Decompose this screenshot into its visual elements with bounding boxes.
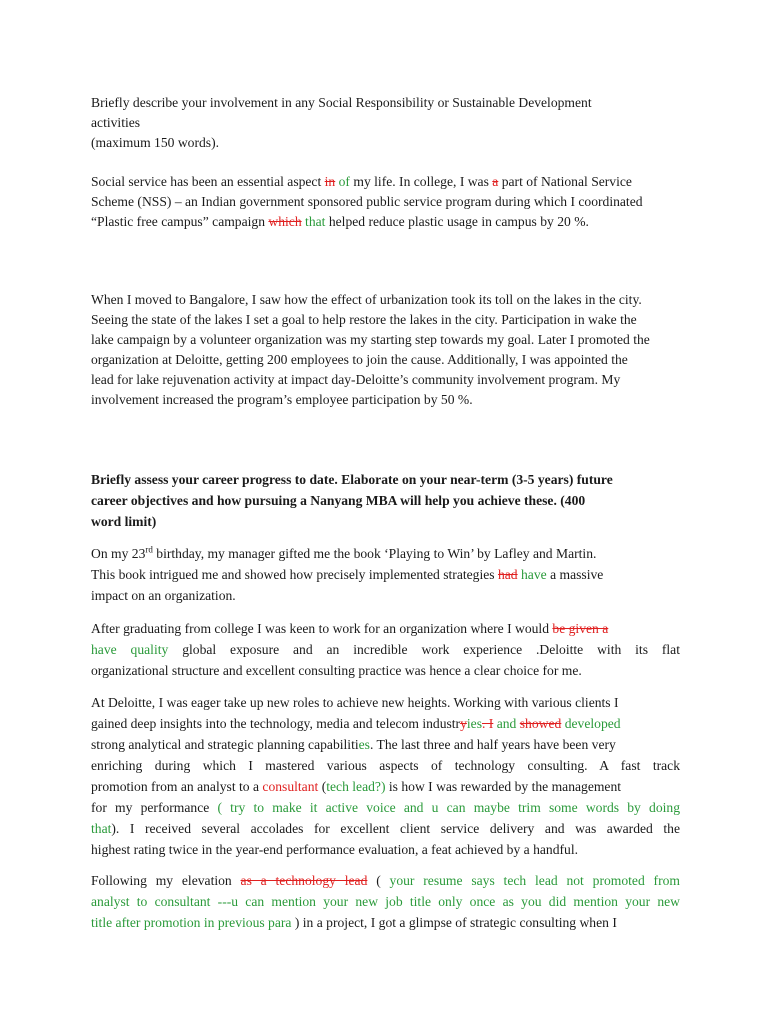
- prompt-line: career objectives and how pursuing a Nanyang MBA will help you achieve these. (400: [91, 493, 586, 508]
- answer-2-paragraph-2: [91, 618, 680, 681]
- comment-text: that: [91, 821, 112, 836]
- deleted-text: showed: [519, 716, 562, 731]
- answer-2-paragraph-4: [91, 870, 680, 933]
- paragraph-line: organization at Deloitte, getting 200 employees to join the cause. Additionally, I was appointed the: [91, 352, 628, 367]
- inserted-text: developed: [561, 716, 621, 731]
- inserted-text: that: [301, 214, 326, 229]
- deleted-text: a: [492, 174, 499, 189]
- answer-1-paragraph-1: [91, 172, 680, 232]
- deleted-text: had: [497, 567, 518, 582]
- paragraph-line: have quality global exposure and an incredible work experience .Deloitte with its flat: [91, 642, 680, 657]
- paragraph-line: that). I received several accolades for excellent client service delivery and was awarded the: [91, 821, 680, 836]
- paragraph-line: Scheme (NSS) – an Indian government sponsored public service program during which I coordinated: [91, 194, 643, 209]
- prompt-line: word limit): [91, 514, 157, 529]
- question-1-prompt: [91, 93, 680, 153]
- paragraph-line: title after promotion in previous para ) in a project, I got a glimpse of strategic consulting when I: [91, 915, 617, 930]
- paragraph-line: highest rating twice in the year-end performance evaluation, a feat achieved by a handful.: [91, 842, 578, 857]
- paragraph-line: strong analytical and strategic planning capabilities. The last three and half years have been very: [91, 737, 616, 752]
- paragraph-line: This book intrigued me and showed how precisely implemented strategies had have a massive: [91, 567, 604, 582]
- inserted-text: have quality: [91, 642, 169, 657]
- prompt-line: Briefly assess your career progress to date. Elaborate on your near-term (3-5 years) future: [91, 472, 613, 487]
- paragraph-line: lake campaign by a volunteer organization was my starting step towards my goal. Later I promoted the: [91, 332, 650, 347]
- inserted-text: have: [517, 567, 547, 582]
- prompt-line: Briefly describe your involvement in any Social Responsibility or Sustainable Development: [91, 95, 592, 110]
- paragraph-line: Following my elevation as a technology lead ( your resume says tech lead not promoted from: [91, 873, 680, 888]
- answer-2-paragraph-3: [91, 692, 680, 860]
- prompt-line: (maximum 150 words).: [91, 135, 219, 150]
- inserted-text: es: [358, 737, 370, 752]
- paragraph-line: At Deloitte, I was eager take up new roles to achieve new heights. Working with various clients I: [91, 695, 619, 710]
- question-2-prompt: [91, 469, 680, 532]
- inserted-text: ies: [466, 716, 482, 731]
- answer-1-paragraph-2: [91, 290, 680, 410]
- prompt-line: activities: [91, 115, 141, 130]
- paragraph-line: organizational structure and excellent consulting practice was hence a clear choice for me.: [91, 663, 582, 678]
- deleted-text: which: [268, 214, 302, 229]
- paragraph-line: “Plastic free campus” campaign which that helped reduce plastic usage in campus by 20 %.: [91, 214, 589, 229]
- paragraph-line: Seeing the state of the lakes I set a goal to help restore the lakes in the city. Participation in wake the: [91, 312, 637, 327]
- paragraph-line: promotion from an analyst to a consultant (tech lead?) is how I was rewarded by the management: [91, 779, 622, 794]
- paragraph-line: gained deep insights into the technology, media and telecom industryies. I and showed developed: [91, 716, 621, 731]
- deleted-text: . I: [482, 716, 494, 731]
- comment-text: tech lead?): [326, 779, 386, 794]
- paragraph-line: After graduating from college I was keen to work for an organization where I would be given a: [91, 621, 609, 636]
- deleted-text: y: [460, 716, 467, 731]
- paragraph-line: lead for lake rejuvenation activity at impact day-Deloitte’s community involvement program. My: [91, 372, 621, 387]
- comment-text: your resume says tech lead not promoted from: [389, 873, 680, 888]
- deleted-text: be given a: [552, 621, 609, 636]
- paragraph-line: for my performance ( try to make it active voice and u can maybe trim some words by doing: [91, 800, 680, 815]
- paragraph-line: When I moved to Bangalore, I saw how the effect of urbanization took its toll on the lakes in the city.: [91, 292, 642, 307]
- paragraph-line: impact on an organization.: [91, 588, 236, 603]
- inserted-text: of: [335, 174, 350, 189]
- paragraph-line: enriching during which I mastered various aspects of technology consulting. A fast track: [91, 758, 680, 773]
- paragraph-line: [91, 891, 680, 912]
- comment-text: analyst to consultant ---u can mention your new job title only once as you did mention your new: [91, 894, 680, 909]
- paragraph-line: involvement increased the program’s employee participation by 50 %.: [91, 392, 473, 407]
- deleted-text: in: [324, 174, 336, 189]
- comment-text: title after promotion in previous para: [91, 915, 292, 930]
- comment-text: consultant: [262, 779, 319, 794]
- paragraph-line: On my 23rd birthday, my manager gifted me the book ‘Playing to Win’ by Lafley and Martin.: [91, 544, 597, 561]
- answer-2-paragraph-1: [91, 543, 680, 606]
- comment-text: ( try to make it active voice and u can maybe trim some words by doing: [217, 800, 680, 815]
- inserted-text: and: [493, 716, 517, 731]
- paragraph-line: Social service has been an essential aspect in of my life. In college, I was a part of National Service: [91, 174, 632, 189]
- deleted-text: as a technology lead: [240, 873, 368, 888]
